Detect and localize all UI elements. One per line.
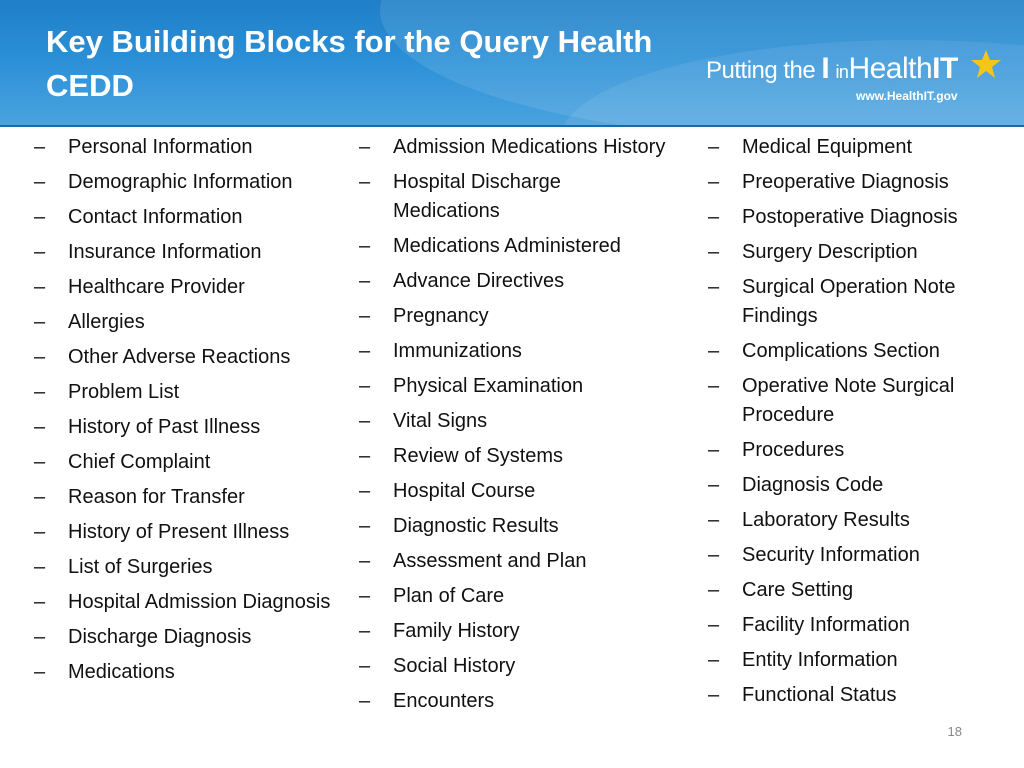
list-item	[708, 168, 1008, 197]
list-item-label: Assessment and Plan	[393, 550, 587, 572]
list-item-label: Entity Information	[742, 649, 898, 671]
list-item	[359, 582, 669, 611]
list-item-label: Operative Note Surgical Procedure	[742, 375, 955, 426]
list-item	[359, 337, 669, 366]
list-item-label: Diagnostic Results	[393, 515, 559, 537]
list-item-label: Procedures	[742, 439, 845, 461]
list-item-label: Complications Section	[742, 340, 940, 362]
bullet-dash: –	[708, 474, 720, 496]
list-item-label: Encounters	[393, 690, 495, 712]
bullet-dash: –	[359, 340, 371, 362]
list-item-label: Reason for Transfer	[68, 486, 245, 508]
list-item	[359, 652, 669, 681]
list-item-label: Preoperative Diagnosis	[742, 171, 949, 193]
list-item-label: Vital Signs	[393, 410, 488, 432]
logo-word-putting: Putting the	[706, 57, 816, 84]
bullet-dash: –	[359, 270, 371, 292]
list-item-label: Personal Information	[68, 136, 253, 158]
list-item-label: Surgical Operation Note Findings	[742, 276, 956, 327]
bullet-dash: –	[708, 171, 720, 193]
bullet-dash: –	[359, 305, 371, 327]
list-item	[34, 343, 344, 372]
list-item	[34, 133, 344, 162]
bullet-dash: –	[708, 375, 720, 397]
list-item	[34, 623, 344, 652]
bullet-dash: –	[708, 684, 720, 706]
list-item-label: Problem List	[68, 381, 180, 403]
list-item	[34, 553, 344, 582]
bullet-dash: –	[708, 136, 720, 158]
list-item	[708, 238, 1008, 267]
bullet-dash: –	[359, 620, 371, 642]
list-item	[34, 413, 344, 442]
list-item-label: Other Adverse Reactions	[68, 346, 291, 368]
healthit-logo	[706, 52, 1006, 112]
bullet-dash: –	[359, 585, 371, 607]
list-item	[34, 273, 344, 302]
list-item-label: Advance Directives	[393, 270, 565, 292]
list-item	[34, 518, 344, 547]
list-item	[34, 308, 344, 337]
bullet-dash: –	[34, 171, 46, 193]
list-item	[708, 541, 1008, 570]
list-item-label: Social History	[393, 655, 516, 677]
list-item-label: Family History	[393, 620, 520, 642]
bullet-dash: –	[708, 544, 720, 566]
list-item	[708, 611, 1008, 640]
list-item	[708, 646, 1008, 675]
column-3-list	[708, 133, 1008, 716]
bullet-dash: –	[34, 206, 46, 228]
bullet-dash: –	[708, 276, 720, 298]
bullet-dash: –	[708, 579, 720, 601]
list-item-label: Allergies	[68, 311, 145, 333]
bullet-dash: –	[34, 311, 46, 333]
list-item-label: List of Surgeries	[68, 556, 213, 578]
list-item	[34, 203, 344, 232]
list-item	[359, 372, 669, 401]
bullet-dash: –	[359, 410, 371, 432]
list-item	[359, 168, 669, 226]
bullet-dash: –	[708, 206, 720, 228]
list-item	[708, 681, 1008, 710]
list-item-label: Hospital Discharge Medications	[393, 171, 561, 222]
bullet-dash: –	[34, 521, 46, 543]
bullet-dash: –	[34, 626, 46, 648]
list-item-label: Medications Administered	[393, 235, 621, 257]
list-item	[359, 267, 669, 296]
list-item-label: Medical Equipment	[742, 136, 913, 158]
bullet-dash: –	[708, 439, 720, 461]
list-item	[359, 687, 669, 716]
slide-title	[46, 20, 746, 108]
list-item	[708, 372, 1008, 430]
bullet-dash: –	[359, 480, 371, 502]
bullet-dash: –	[359, 235, 371, 257]
bullet-dash: –	[34, 451, 46, 473]
list-item-label: History of Past Illness	[68, 416, 261, 438]
bullet-dash: –	[34, 661, 46, 683]
list-item	[359, 302, 669, 331]
bullet-dash: –	[359, 445, 371, 467]
bullet-dash: –	[34, 591, 46, 613]
bullet-dash: –	[359, 655, 371, 677]
logo-word-i: I	[821, 52, 830, 85]
logo-word-health: Health	[848, 52, 933, 85]
bullet-dash: –	[34, 556, 46, 578]
list-item-label: Healthcare Provider	[68, 276, 245, 298]
list-item	[359, 442, 669, 471]
star-icon	[970, 48, 1002, 80]
list-item-label: Medications	[68, 661, 175, 683]
list-item	[34, 588, 344, 617]
list-item	[34, 448, 344, 477]
bullet-dash: –	[34, 276, 46, 298]
bullet-dash: –	[359, 690, 371, 712]
list-item-label: Discharge Diagnosis	[68, 626, 252, 648]
bullet-dash: –	[34, 241, 46, 263]
list-item	[708, 337, 1008, 366]
logo-word-in: in	[835, 62, 849, 82]
list-item-label: Laboratory Results	[742, 509, 910, 531]
list-item	[34, 168, 344, 197]
healthit-url: www.HealthIT.gov	[856, 89, 958, 103]
list-item	[708, 273, 1008, 331]
list-item-label: Diagnosis Code	[742, 474, 884, 496]
list-item-label: Pregnancy	[393, 305, 489, 327]
bullet-dash: –	[708, 241, 720, 263]
list-item-label: Physical Examination	[393, 375, 584, 397]
bullet-dash: –	[359, 375, 371, 397]
list-item	[359, 407, 669, 436]
list-item	[359, 133, 669, 162]
column-2-list	[359, 133, 669, 722]
list-item-label: Postoperative Diagnosis	[742, 206, 958, 228]
page-number: 18	[947, 724, 962, 739]
list-item-label: Immunizations	[393, 340, 522, 362]
list-item-label: Contact Information	[68, 206, 243, 228]
bullet-dash: –	[359, 171, 371, 193]
bullet-dash: –	[708, 649, 720, 671]
list-item	[34, 483, 344, 512]
bullet-dash: –	[359, 136, 371, 158]
list-item-label: Demographic Information	[68, 171, 293, 193]
list-item	[708, 471, 1008, 500]
list-item-label: Review of Systems	[393, 445, 564, 467]
list-item	[359, 477, 669, 506]
bullet-dash: –	[708, 340, 720, 362]
list-item-label: Care Setting	[742, 579, 854, 601]
bullet-dash: –	[34, 346, 46, 368]
list-item	[359, 512, 669, 541]
logo-word-it: IT	[932, 52, 958, 85]
list-item-label: Surgery Description	[742, 241, 918, 263]
list-item-label: Plan of Care	[393, 585, 505, 607]
slide-title-line1: Key Building Blocks for the Query Health	[46, 24, 653, 59]
list-item-label: Security Information	[742, 544, 920, 566]
list-item	[34, 378, 344, 407]
list-item-label: Insurance Information	[68, 241, 262, 263]
list-item	[359, 232, 669, 261]
healthit-logo-text	[706, 52, 958, 86]
list-item	[708, 506, 1008, 535]
list-item	[34, 658, 344, 687]
list-item	[708, 576, 1008, 605]
list-item	[359, 547, 669, 576]
list-item	[359, 617, 669, 646]
list-item-label: History of Present Illness	[68, 521, 290, 543]
bullet-dash: –	[359, 515, 371, 537]
bullet-dash: –	[34, 136, 46, 158]
bullet-dash: –	[708, 509, 720, 531]
bullet-dash: –	[359, 550, 371, 572]
bullet-dash: –	[34, 416, 46, 438]
list-item-label: Functional Status	[742, 684, 897, 706]
column-1-list	[34, 133, 344, 693]
list-item-label: Hospital Course	[393, 480, 536, 502]
header-banner	[0, 0, 1024, 127]
list-item	[708, 133, 1008, 162]
list-item	[34, 238, 344, 267]
list-item	[708, 436, 1008, 465]
list-item-label: Admission Medications History	[393, 136, 666, 158]
header-divider	[0, 125, 1024, 127]
list-item-label: Facility Information	[742, 614, 910, 636]
list-item-label: Hospital Admission Diagnosis	[68, 591, 331, 613]
slide-title-line2: CEDD	[46, 68, 134, 103]
bullet-dash: –	[708, 614, 720, 636]
list-item	[708, 203, 1008, 232]
bullet-dash: –	[34, 381, 46, 403]
list-item-label: Chief Complaint	[68, 451, 211, 473]
bullet-dash: –	[34, 486, 46, 508]
